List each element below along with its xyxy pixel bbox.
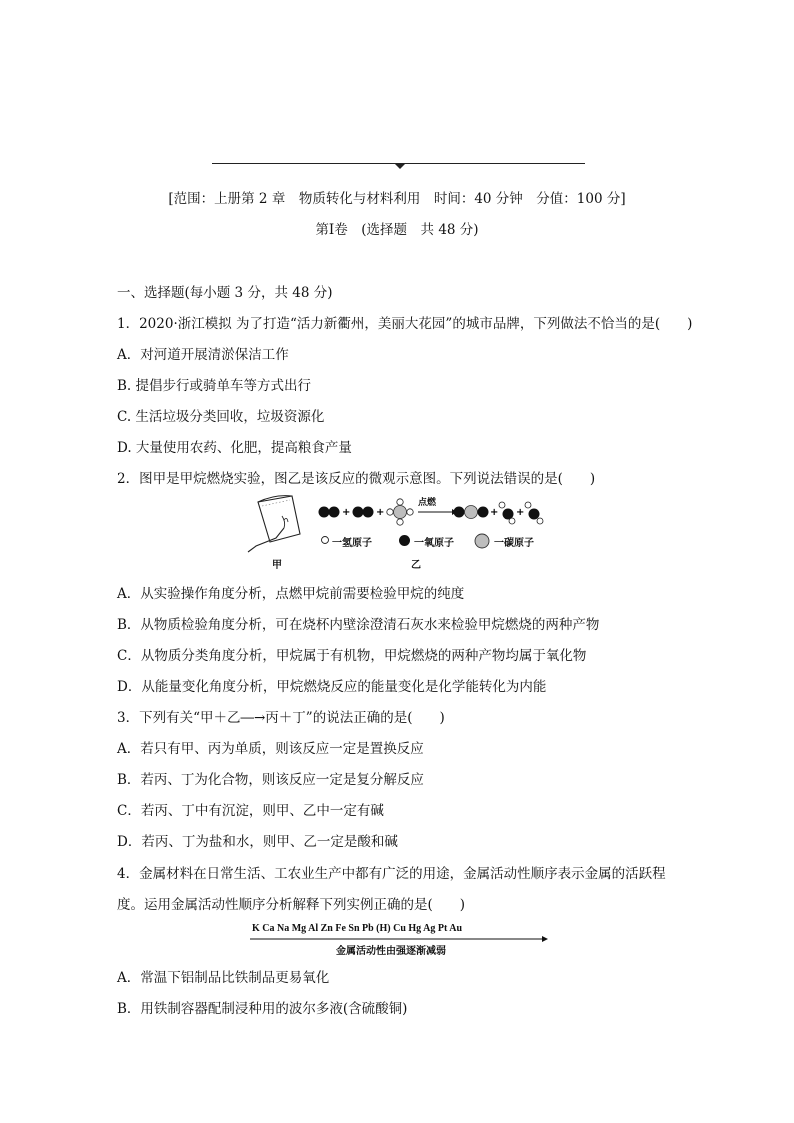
question-3-option-c: C．若丙、丁中有沉淀，则甲、乙中一定有碱 — [117, 803, 384, 819]
figure-jia-label: 甲 — [272, 560, 282, 571]
question-2-option-a: A．从实验操作角度分析，点燃甲烷前需要检验甲烷的纯度 — [117, 586, 465, 602]
volume-title: 第Ⅰ卷 (选择题 共 48 分) — [315, 222, 479, 238]
legend-oxygen: 一氧原子 — [414, 538, 454, 549]
question-2-stem: 2．图甲是甲烷燃烧实验，图乙是该反应的微观示意图。下列说法错误的是( ) — [117, 471, 596, 487]
question-3-option-d: D．若丙、丁为盐和水，则甲、乙一定是酸和碱 — [117, 834, 398, 850]
question-1-option-b: B. 提倡步行或骑单车等方式出行 — [117, 378, 312, 394]
reaction-condition: 点燃 — [418, 498, 437, 508]
activity-caption: 金属活动性由强逐渐减弱 — [336, 946, 446, 957]
question-2-option-c: C．从物质分类角度分析，甲烷属于有机物，甲烷燃烧的两种产物均属于氧化物 — [117, 648, 587, 664]
svg-text:+: + — [376, 507, 385, 518]
carbon-atom-icon — [474, 533, 490, 549]
metal-activity-series: K Ca Na Mg Al Zn Fe Sn Pb (H) Cu Hg Ag Pt Au — [252, 923, 463, 934]
question-2-option-b: B．从物质检验角度分析，可在烧杯内壁涂澄清石灰水来检验甲烷燃烧的两种产物 — [117, 617, 600, 633]
beaker-illustration — [244, 494, 314, 556]
question-4-stem-line2: 度。运用金属活动性顺序分析解释下列实例正确的是( ) — [117, 897, 466, 913]
section-title: 一、选择题(每小题 3 分，共 48 分) — [117, 285, 333, 301]
legend-carbon: 一碳原子 — [494, 538, 534, 549]
divider-arrow-icon — [394, 163, 406, 169]
question-3-option-a: A．若只有甲、丙为单质，则该反应一定是置换反应 — [117, 741, 424, 757]
question-1-option-d: D. 大量使用农药、化肥，提高粮食产量 — [117, 440, 352, 456]
question-4-option-b: B．用铁制容器配制浸种用的波尔多液(含硫酸铜) — [117, 1001, 408, 1017]
question-3-option-b: B．若丙、丁为化合物，则该反应一定是复分解反应 — [117, 772, 424, 788]
svg-text:+: + — [342, 507, 351, 518]
question-1-option-a: A．对河道开展清淤保洁工作 — [117, 347, 289, 363]
question-4-stem-line1: 4．金属材料在日常生活、工农业生产中都有广泛的用途，金属活动性顺序表示金属的活跃程 — [117, 866, 666, 882]
question-1-stem: 1．2020·浙江模拟 为了打造“活力新衢州，美丽大花园”的城市品牌，下列做法不恰当的是( ) — [117, 316, 693, 332]
question-4-option-a: A．常温下铝制品比铁制品更易氧化 — [117, 970, 330, 986]
oxygen-atom-icon — [398, 534, 411, 547]
legend-hydrogen: 一氢原子 — [332, 538, 372, 549]
svg-text:+: + — [516, 507, 525, 518]
question-2-option-d: D．从能量变化角度分析，甲烷燃烧反应的能量变化是化学能转化为内能 — [117, 679, 547, 695]
figure-yi-label: 乙 — [411, 560, 421, 571]
question-3-stem: 3．下列有关“甲＋乙―→丙＋丁”的说法正确的是( ) — [117, 710, 445, 726]
question-1-option-c: C. 生活垃圾分类回收，垃圾资源化 — [117, 409, 325, 425]
exam-range: [范围：上册第 2 章 物质转化与材料利用 时间：40 分钟 分值：100 分] — [168, 191, 626, 207]
svg-text:+: + — [490, 507, 499, 518]
hydrogen-atom-icon — [320, 535, 330, 545]
